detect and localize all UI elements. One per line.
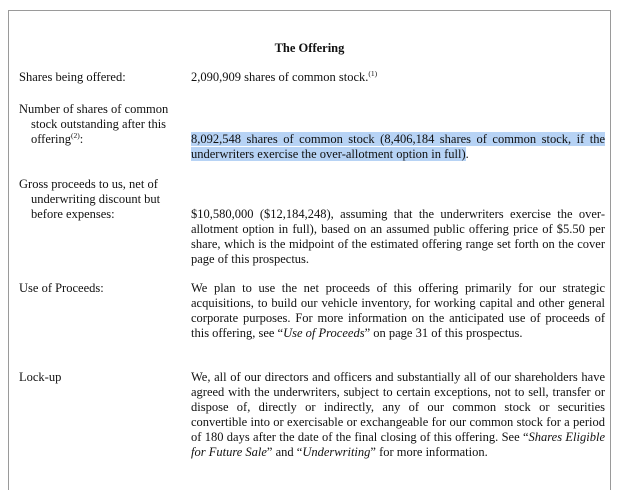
value-outstanding-shares: 8,092,548 shares of common stock (8,406,184 shares of common stock, if the underwriters exercise the over-allotment option in full). xyxy=(191,132,605,161)
value-gross-proceeds: $10,580,000 ($12,184,248), assuming that the underwriters exercise the over-allotment option in full), based on an assumed public offering price of $5.50 per share, which is the midpoint of the estimated offering range set forth on the cover page of this prospectus. xyxy=(191,207,605,266)
label-lockup: Lock-up xyxy=(19,370,62,384)
selected-text[interactable]: 8,092,548 shares of common stock (8,406,184 shares of common stock, if the underwriters exercise the over-allotment option in full) xyxy=(191,132,605,161)
document-page xyxy=(8,10,611,490)
link-shares-eligible[interactable]: Shares Eligible for Future Sale xyxy=(191,430,605,459)
footnote-ref-1[interactable]: (1) xyxy=(368,69,378,78)
link-underwriting[interactable]: Underwriting xyxy=(302,445,371,459)
label-outstanding-shares: Number of shares of common stock outstanding after this offering$^{(2)}$: xyxy=(19,102,169,146)
section-title: The Offering xyxy=(274,41,345,55)
value-lockup: We, all of our directors and officers and substantially all of our shareholders have agreed with the underwriters, subject to certain exceptions, not to sell, transfer or dispose of, directly or indirectly, any of our common stock or securities convertible into or exercisable or exchangeable for our common stock for a period of 180 days after the date of the final closing of this offering. See “Shares Eligible for Future Sale” and “Underwriting” for more information. xyxy=(191,370,605,459)
value-use-of-proceeds: We plan to use the net proceeds of this offering primarily for our strategic acquisitions, to build our vehicle inventory, for working capital and other general corporate purposes. For more information on the anticipated use of proceeds of this offering, see “Use of Proceeds” on page 31 of this prospectus. xyxy=(191,281,605,340)
link-use-of-proceeds[interactable]: Use of Proceeds xyxy=(283,326,365,340)
footnote-ref-2[interactable]: (2) xyxy=(71,131,80,140)
label-gross-proceeds: Gross proceeds to us, net of underwriting discount but before expenses: xyxy=(19,177,161,221)
label-use-of-proceeds: Use of Proceeds: xyxy=(19,281,104,295)
value-shares-offered: 2,090,909 shares of common stock.$^{(1)}$ xyxy=(191,69,378,84)
label-shares-offered: Shares being offered: xyxy=(19,70,126,84)
